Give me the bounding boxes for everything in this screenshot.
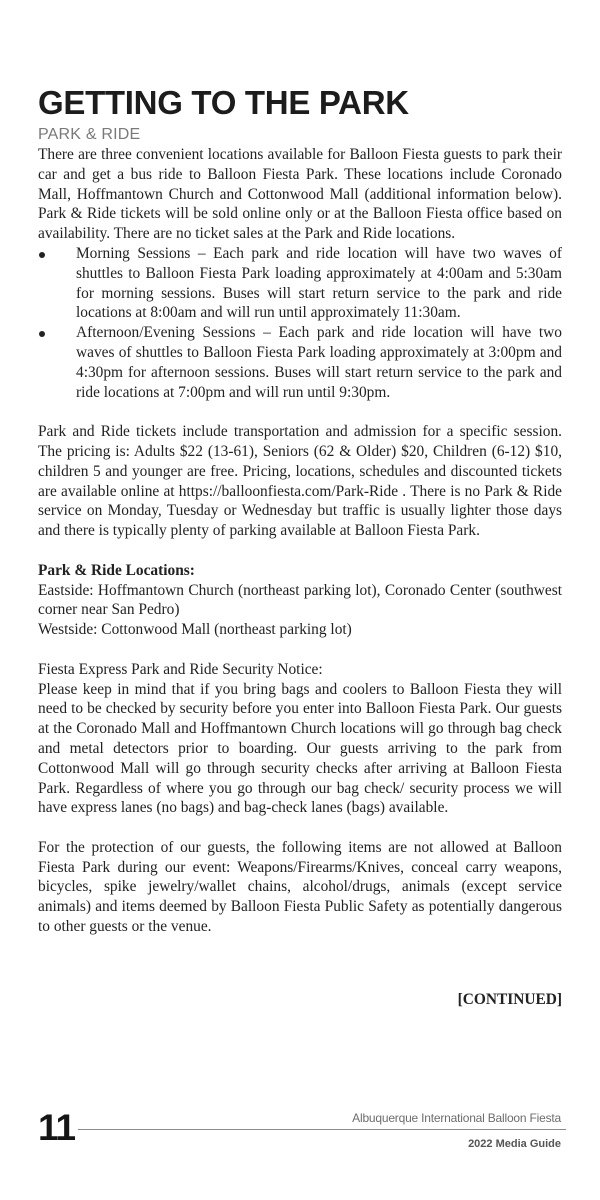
continued-label: [CONTINUED] [457,990,562,1008]
body-text [38,145,562,1010]
bullet-icon [39,331,45,337]
session-item-afternoon [38,323,562,402]
intro-paragraph: There are three convenient locations available for Balloon Fiesta guests to park their car and get a bus ride to Balloon Fiesta Park. These locations include Coronado Mall, Hoffmantown Church and Cottonwood Mall (additional information below). Park & Ride tickets will be sold online only or at the Balloon Fiesta office based on availability. There are no ticket sales at the Park and Ride locations. [38,146,562,243]
bullet-icon [39,252,45,258]
session-text: Morning Sessions – Each park and ride location will have two waves of shuttles to Balloon Fiesta Park loading approximately at 4:00am and 5:30am for morning sessions. Buses will start return service to the park and ride locations at 8:00am and will run until approximately 11:30am. [76,244,562,322]
session-text: Afternoon/Evening Sessions – Each park and ride location will have two waves of shuttles to Balloon Fiesta Park loading approximately at 3:00pm and 4:30pm for afternoon sessions. Buses will start return service to the park and ride locations at 7:00pm and will run until 9:30pm. [76,324,562,401]
footer-divider [78,1129,566,1130]
locations-eastside: Eastside: Hoffmantown Church (northeast parking lot), Coronado Center (southwest corner near San Pedro) [38,581,562,619]
page-content [38,84,562,1010]
spacer [38,402,562,422]
spacer [38,640,562,660]
security-heading: Fiesta Express Park and Ride Security Notice: [38,660,323,678]
page-number: 11 [38,1107,76,1148]
spacer [38,541,562,561]
session-list [38,244,562,402]
pricing-paragraph: Park and Ride tickets include transportation and admission for a specific session. The pricing is: Adults $22 (13-61), Seniors (62 & Older) $20, Children (6-12) $10, children 5 and younger are free. Pricing, locations, schedules and discounted tickets are available online at https://balloonfiesta.com/Park-Ride . There is no Park & Ride service on Monday, Tuesday or Wednesday but traffic is usually lighter those days and there is typically plenty of parking available at Balloon Fiesta Park. [38,423,562,540]
page-title: GETTING TO THE PARK [38,84,409,121]
locations-westside: Westside: Cottonwood Mall (northeast parking lot) [38,621,352,639]
session-item-morning [38,244,562,323]
security-paragraph: Please keep in mind that if you bring bags and coolers to Balloon Fiesta they will need to be checked by security before you enter into Balloon Fiesta Park. Our guests at the Coronado Mall and Hoffmantown Church locations will go through bag check and metal detectors prior to boarding. Our guests arriving to the park from Cottonwood Mall will go through security checks after arriving at Balloon Fiesta Park. Regardless of where you go through our bag check/ security process we will have express lanes (no bags) and bag-check lanes (bags) available. [38,680,562,817]
spacer [38,818,562,838]
section-subtitle: PARK & RIDE [38,126,141,143]
page-footer [38,1108,566,1168]
guide-title: 2022 Media Guide [468,1138,561,1150]
locations-heading: Park & Ride Locations: [38,561,195,579]
publication-name: Albuquerque International Balloon Fiesta [352,1111,561,1125]
prohibited-items-paragraph: For the protection of our guests, the following items are not allowed at Balloon Fiesta Park during our event: Weapons/Firearms/Knives, conceal carry weapons, bicycles, spike jewelry/wallet chains, alcohol/drugs, animals (except service animals) and items deemed by Balloon Fiesta Public Safety as potentially dangerous to other guests or the venue. [38,838,562,936]
